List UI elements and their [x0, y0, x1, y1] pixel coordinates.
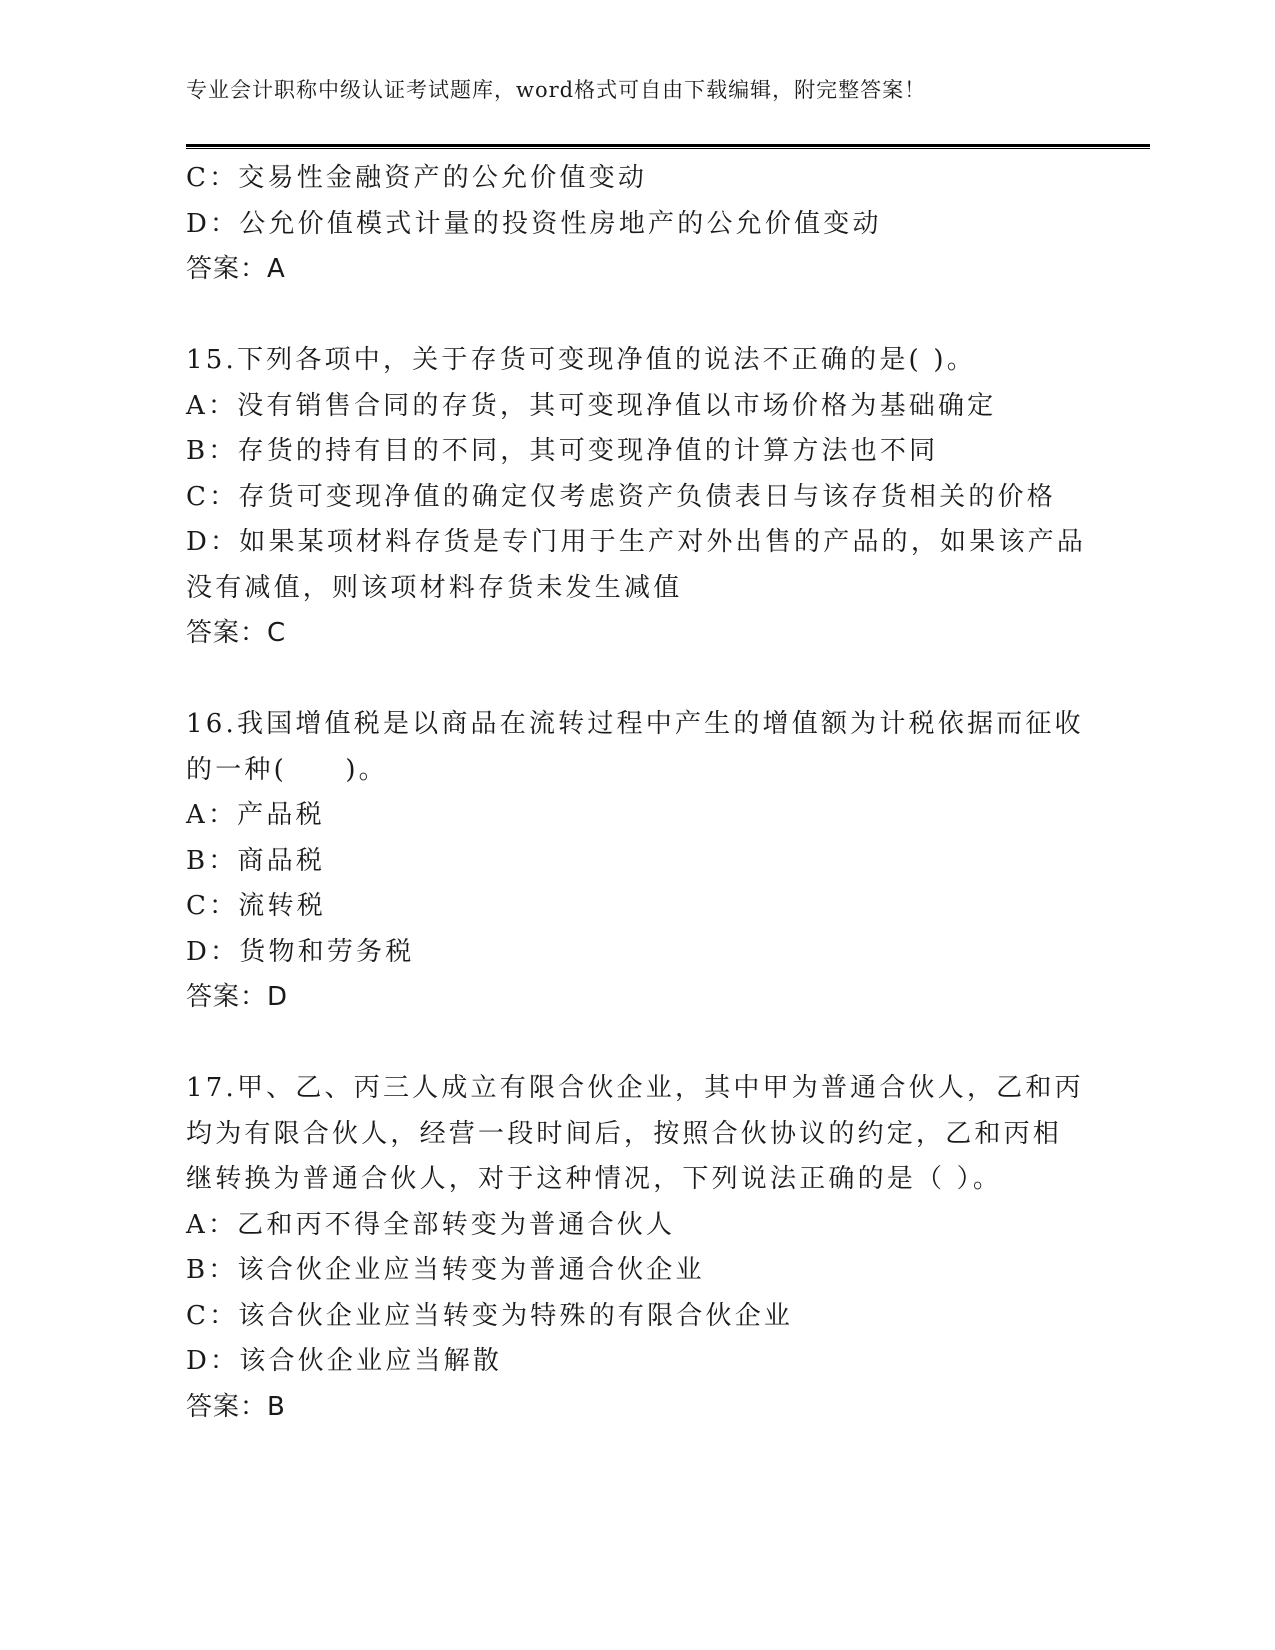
answer-14: 答案：A	[186, 254, 286, 284]
question-stem: 17.甲、乙、丙三人成立有限合伙企业，其中甲为普通合伙人，乙和丙	[186, 1073, 1084, 1103]
question-stem: 15.下列各项中，关于存货可变现净值的说法不正确的是( )。	[186, 345, 976, 375]
option-b: B：存货的持有目的不同，其可变现净值的计算方法也不同	[186, 436, 939, 466]
spacer	[186, 1021, 1086, 1067]
question-stem-continued: 均为有限合伙人，经营一段时间后，按照合伙协议的约定，乙和丙相	[186, 1118, 1063, 1149]
option-c: C：存货可变现净值的确定仅考虑资产负债表日与该存货相关的价格	[186, 481, 1056, 512]
question-stem: 16.我国增值税是以商品在流转过程中产生的增值额为计税依据而征收	[186, 709, 1084, 739]
question-15	[186, 338, 1086, 657]
option-d: D：如果某项材料存货是专门用于生产对外出售的产品的，如果该产品	[186, 527, 1087, 557]
answer-15: 答案：C	[186, 618, 287, 648]
option-c: C：该合伙企业应当转变为特殊的有限合伙企业	[186, 1300, 794, 1331]
option-b: B：该合伙企业应当转变为普通合伙企业	[186, 1255, 705, 1285]
answer-17: 答案：B	[186, 1391, 286, 1422]
option-c: C：流转税	[186, 891, 326, 921]
option-c: C：交易性金融资产的公允价值变动	[186, 163, 648, 193]
option-b: B：商品税	[186, 845, 326, 876]
option-a: A：没有销售合同的存货，其可变现净值以市场价格为基础确定	[186, 390, 997, 421]
question-stem-continued: 的一种( )。	[186, 754, 388, 785]
spacer	[186, 293, 1086, 339]
option-d: D：该合伙企业应当解散	[186, 1346, 503, 1376]
answer-16: 答案：D	[186, 982, 289, 1012]
option-d-continued: 没有减值，则该项材料存货未发生减值	[186, 572, 683, 603]
option-d: D：货物和劳务税	[186, 936, 415, 967]
question-content	[186, 156, 1086, 1430]
spacer	[186, 657, 1086, 703]
option-a: A：乙和丙不得全部转变为普通合伙人	[186, 1209, 676, 1240]
question-16	[186, 702, 1086, 1021]
page-header: 专业会计职称中级认证考试题库，word格式可自由下载编辑，附完整答案！	[186, 78, 927, 102]
question-17	[186, 1066, 1086, 1430]
option-d: D：公允价值模式计量的投资性房地产的公允价值变动	[186, 208, 882, 239]
question-stem-continued: 继转换为普通合伙人，对于这种情况，下列说法正确的是（ ）。	[186, 1164, 1003, 1194]
option-a: A：产品税	[186, 800, 325, 830]
question-14-tail	[186, 156, 1086, 293]
header-rule	[186, 144, 1150, 149]
